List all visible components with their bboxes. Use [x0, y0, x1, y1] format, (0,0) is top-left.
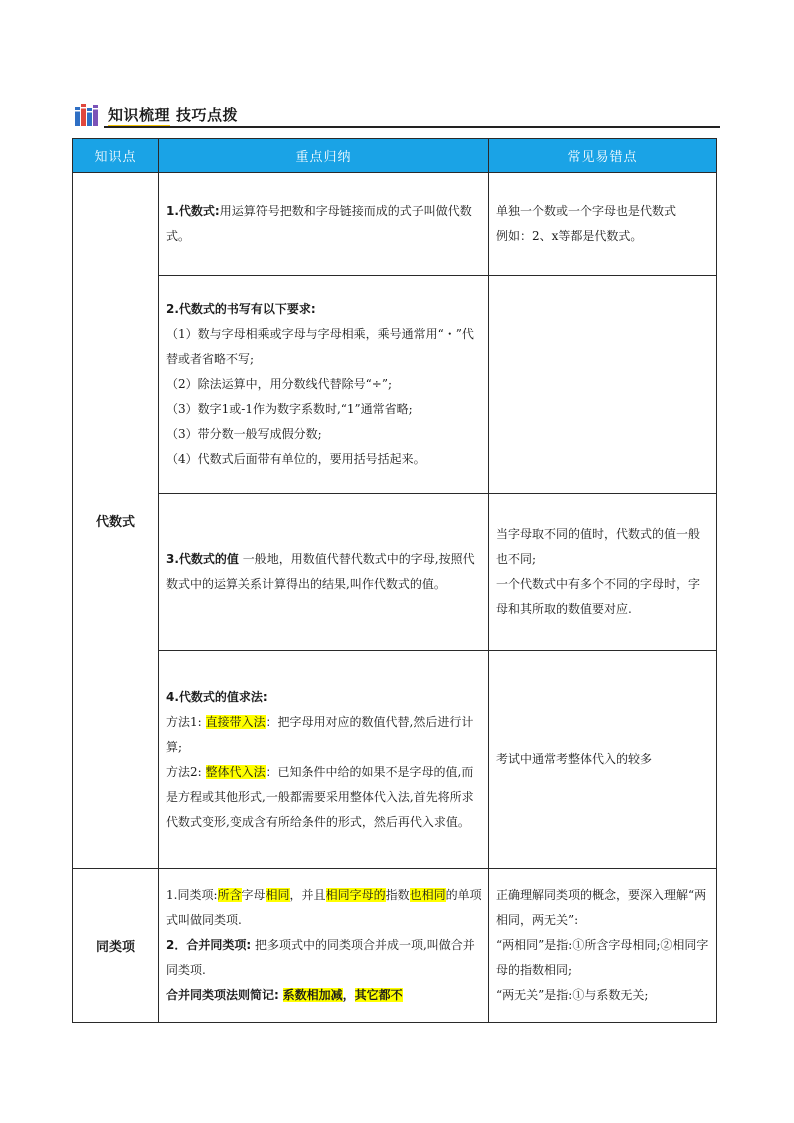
- error-cell: [489, 651, 717, 869]
- section-title-b: 技巧点拨: [176, 106, 239, 124]
- text-span: 1.同类项:: [166, 888, 218, 902]
- point-text: 把多项式中的同类项合并成一项,叫做合并同类项.: [166, 938, 475, 977]
- point-title: 2．合并同类项:: [166, 938, 252, 952]
- header-rule: [104, 126, 720, 128]
- list-item: （1）数与字母相乘或字母与字母相乘，乘号通常用“・”代替或者省略不写;: [166, 327, 474, 366]
- method-text: ：已知条件中给的如果不是字母的值,而是方程或其他形式,一般都需要采用整体代入法,首先将所求代数式变形,变成含有所给条件的形式，然后再代入求值。: [166, 764, 474, 829]
- error-text: “两无关”是指:①与系数无关;: [496, 988, 649, 1002]
- topic-cell: 代数式: [73, 173, 159, 869]
- list-item: （3）带分数一般写成假分数;: [166, 427, 322, 441]
- error-text: 单独一个数或一个字母也是代数式: [496, 204, 677, 218]
- table-row: [73, 869, 717, 1023]
- topic-cell: 同类项: [73, 869, 159, 1023]
- method-prefix: 方法2:: [166, 764, 202, 779]
- highlight: 整体代入法: [205, 764, 266, 779]
- method-text: ：把字母用对应的数值代替,然后进行计算;: [166, 714, 474, 754]
- list-item: （3）数字1或-1作为数字系数时,“1”通常省略;: [166, 402, 413, 416]
- error-text: 例如：2、x等都是代数式。: [496, 229, 643, 243]
- key-point-cell: [159, 869, 489, 1023]
- error-cell: [489, 173, 717, 276]
- error-cell: [489, 276, 717, 494]
- method-2: [166, 760, 482, 835]
- table-header-row: [73, 139, 717, 173]
- error-text: “两相同”是指:①所含字母相同;②相同字母的指数相同;: [496, 938, 709, 977]
- text-span: ，并且: [289, 888, 326, 902]
- point-title: 4.代数式的值求法:: [166, 689, 268, 704]
- key-point-cell: [159, 173, 489, 276]
- highlight: 所含: [217, 888, 242, 902]
- point-title: 1.代数式:: [166, 204, 220, 218]
- table-row: [73, 651, 717, 869]
- knowledge-table: [72, 138, 717, 1023]
- list-item: （2）除法运算中，用分数线代替除号“÷”;: [166, 377, 393, 391]
- error-cell: [489, 494, 717, 651]
- point-title: 合并同类项法则简记:: [166, 988, 279, 1002]
- key-point-cell: [159, 276, 489, 494]
- col-header-key-points: 重点归纳: [159, 139, 489, 173]
- point-title: 3.代数式的值: [166, 552, 239, 566]
- error-text: 正确理解同类项的概念，要深入理解“两相同，两无关”:: [496, 888, 707, 927]
- text-span: 字母: [241, 888, 266, 902]
- col-header-topic: 知识点: [73, 139, 159, 173]
- paragraph: [166, 547, 482, 597]
- highlight: 其它都不: [354, 988, 403, 1002]
- section-title-a: 知识梳理: [108, 106, 170, 128]
- highlight: 也相同: [409, 888, 446, 902]
- point-title: 2.代数式的书写有以下要求:: [166, 302, 316, 316]
- point-text: 用运算符号把数和字母链接而成的式子叫做代数式。: [166, 204, 472, 243]
- error-text: 当字母取不同的值时，代数式的值一般也不同;: [496, 527, 701, 566]
- text-span: ，: [342, 988, 355, 1002]
- table-row: [73, 494, 717, 651]
- method-prefix: 方法1:: [166, 714, 202, 729]
- paragraph: [166, 933, 482, 983]
- section-title: [108, 104, 238, 125]
- highlight: 直接带入法: [205, 714, 266, 729]
- list-item: （4）代数式后面带有单位的，要用括号括起来。: [166, 452, 426, 466]
- text-span: 的单项式叫做同类项.: [166, 888, 482, 927]
- section-header: [74, 101, 720, 129]
- error-text: 考试中通常考整体代入的较多: [496, 752, 653, 766]
- highlight: 系数相加减: [282, 988, 343, 1002]
- error-text: 一个代数式中有多个不同的字母时，字母和其所取的数值要对应.: [496, 577, 701, 616]
- method-1: [166, 710, 482, 760]
- table-row: [73, 276, 717, 494]
- key-point-cell: [159, 651, 489, 869]
- paragraph: [166, 883, 482, 933]
- highlight: 相同: [265, 888, 290, 902]
- error-cell: [489, 869, 717, 1023]
- text-span: 指数: [385, 888, 410, 902]
- point-text: 一般地，用数值代替代数式中的字母,按照代数式中的运算关系计算得出的结果,叫作代数式的值。: [166, 552, 475, 591]
- table-row: [73, 173, 717, 276]
- paragraph: [166, 983, 482, 1008]
- highlight: 相同字母的: [325, 888, 386, 902]
- key-point-cell: [159, 494, 489, 651]
- paragraph: [166, 199, 482, 249]
- col-header-common-errors: 常见易错点: [489, 139, 717, 173]
- books-icon: [74, 103, 102, 127]
